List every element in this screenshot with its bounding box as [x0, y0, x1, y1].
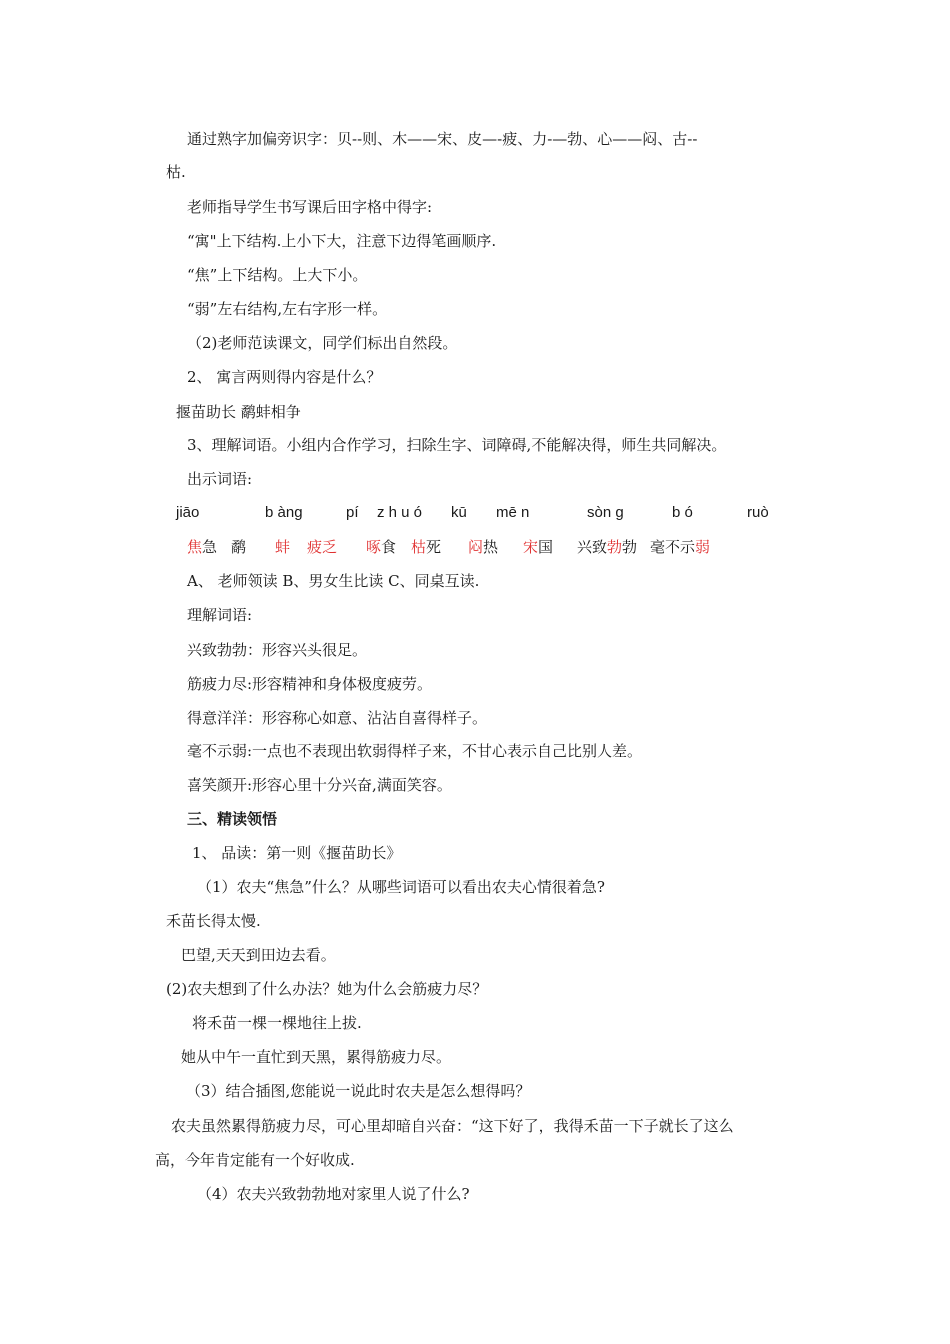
word-xingzhibobo-highlight: 勃 [607, 538, 623, 556]
word-kusi [411, 537, 441, 557]
pinyin-ku: kū [451, 504, 467, 521]
answer-3b: 高，今年肯定能有一个好收成. [155, 1151, 355, 1169]
word-zhuoshi [366, 537, 396, 557]
paragraph-ruo-structure: “弱”左右结构,左右字形一样。 [187, 300, 388, 318]
word-xingzhibobo-start: 兴致 [577, 538, 608, 556]
paragraph-jiao-structure: “焦”上下结构。上大下小。 [187, 266, 368, 284]
definition-deyiyangyang: 得意洋洋：形容称心如意、沾沾自喜得样子。 [187, 709, 488, 727]
question-fable-content: 2、 寓言两则得内容是什么？ [187, 368, 382, 386]
word-menre [468, 537, 498, 557]
word-zhuoshi-rest: 食 [381, 538, 397, 556]
word-yu-text: 鹬 [231, 538, 247, 556]
reading-methods: A、 老师领读 B、男女生比读 C、同桌互读. [187, 572, 480, 590]
word-haobushiruo-start: 毫不示 [650, 538, 696, 556]
word-haobushiruo-highlight: 弱 [695, 538, 711, 556]
word-jiaoji [187, 537, 217, 557]
word-menre-highlight: 闷 [468, 538, 484, 556]
definition-jinpilijin: 筋疲力尽:形容精神和身体极度疲劳。 [187, 675, 433, 693]
question-3: （3）结合插图,您能说一说此时农夫是怎么想得吗？ [186, 1082, 531, 1100]
pinyin-pi: pí [346, 504, 359, 521]
paragraph-radical-literacy: 通过熟字加偏旁识字：贝--则、木——宋、皮—-疲、力-—勃、心——闷、古-- [187, 130, 698, 148]
word-jiaoji-highlight: 焦 [187, 538, 203, 556]
subsection-first-fable: 1、 品读：第一则《揠苗助长》 [192, 844, 402, 862]
paragraph-writing-guide: 老师指导学生书写课后田字格中得字: [187, 198, 433, 216]
answer-3a: 农夫虽然累得筋疲力尽，可心里却暗自兴奋：“这下好了，我得禾苗一下子就长了这么 [171, 1117, 734, 1135]
definition-xingzhibobo: 兴致勃勃：形容兴头很足。 [187, 641, 368, 659]
pinyin-men: mē n [496, 504, 530, 521]
word-xingzhibobo-end: 勃 [622, 538, 638, 556]
question-4: （4）农夫兴致勃勃地对家里人说了什么? [197, 1185, 470, 1203]
answer-2a: 将禾苗一棵一棵地往上拔. [192, 1014, 362, 1032]
section-heading-close-reading: 三、精读领悟 [187, 810, 278, 828]
pinyin-jiao: jiāo [176, 504, 200, 521]
word-yu [231, 537, 246, 557]
paragraph-radical-literacy-cont: 枯. [166, 163, 186, 181]
pinyin-zhuo: z h u ó [377, 504, 423, 521]
word-bang: 蚌 [275, 538, 291, 556]
answer-2b: 她从中午一直忙到天黑，累得筋疲力尽。 [181, 1048, 452, 1066]
answer-1a: 禾苗长得太慢. [166, 912, 261, 930]
word-pifa: 疲乏 [307, 538, 338, 556]
pinyin-song: sòn g [587, 504, 624, 521]
question-1: （1）农夫“焦急”什么？从哪些词语可以看出农夫心情很着急? [197, 878, 605, 896]
paragraph-understand-words: 3、理解词语。小组内合作学习，扫除生字、词障碍,不能解决得，师生共同解决。 [187, 436, 727, 454]
paragraph-yu-structure: “寓"上下结构.上小下大，注意下边得笔画顺序. [187, 232, 497, 250]
label-understand-words: 理解词语: [187, 606, 253, 624]
word-xingzhibobo [577, 537, 637, 557]
word-haobushiruo [650, 537, 710, 557]
paragraph-teacher-reading: （2)老师范读课文，同学们标出自然段。 [187, 334, 458, 352]
pinyin-ruo: ruò [747, 504, 769, 521]
pinyin-bang: b àng [265, 504, 303, 521]
word-menre-rest: 热 [483, 538, 499, 556]
word-kusi-highlight: 枯 [411, 538, 427, 556]
question-2: (2)农夫想到了什么办法？她为什么会筋疲力尽？ [166, 980, 488, 998]
definition-haobushiruo: 毫不示弱:一点也不表现出软弱得样子来，不甘心表示自己比别人差。 [187, 742, 643, 760]
word-jiaoji-rest: 急 [202, 538, 218, 556]
word-songguo-rest: 国 [538, 538, 554, 556]
fable-titles: 揠苗助长 鹬蚌相争 [176, 403, 301, 421]
definition-xixiaoyankai: 喜笑颜开:形容心里十分兴奋,满面笑容。 [187, 776, 452, 794]
answer-1b: 巴望,天天到田边去看。 [181, 946, 336, 964]
label-show-words: 出示词语: [187, 470, 253, 488]
word-zhuoshi-highlight: 啄 [366, 538, 382, 556]
pinyin-bo: b ó [672, 504, 693, 521]
word-songguo [523, 537, 553, 557]
word-kusi-rest: 死 [426, 538, 442, 556]
word-songguo-highlight: 宋 [523, 538, 539, 556]
